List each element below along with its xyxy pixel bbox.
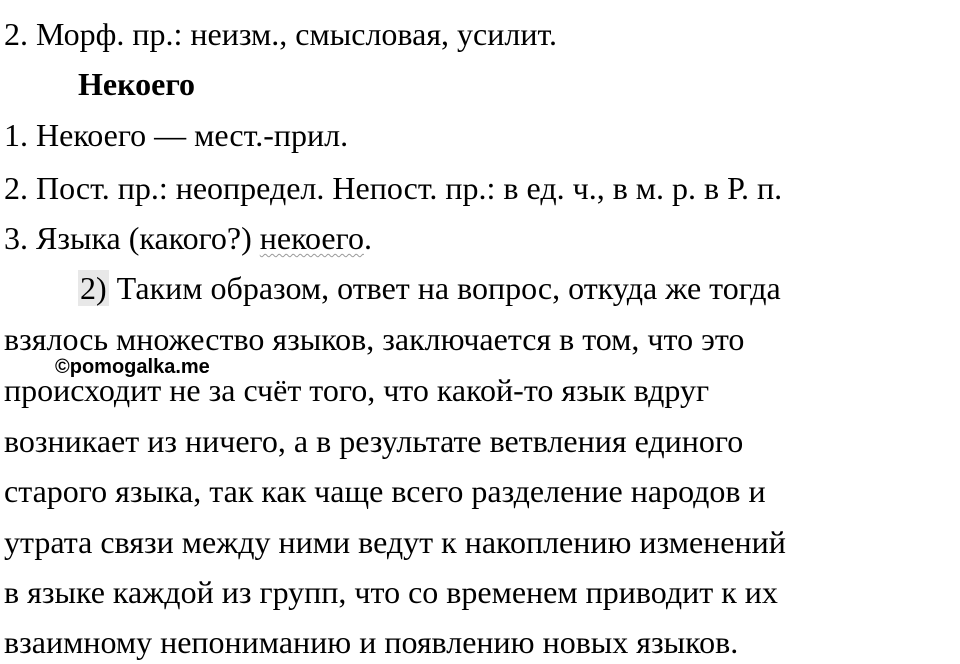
spellcheck-underlined-word: некоего [259, 220, 364, 256]
word-heading: Некоего [78, 66, 196, 102]
analysis-item-1: 1. Некоего — мест.-прил. [4, 117, 349, 153]
paragraph-line-7: в языке каждой из групп, что со временем приводит к их [4, 574, 778, 610]
analysis-item-3-prefix: 3. Языка (какого?) [4, 220, 260, 256]
paragraph-line-8: взаимному непониманию и появлению новых языков. [4, 624, 739, 660]
paragraph-line-3: происходит не за счёт того, что какой-то язык вдруг [4, 372, 710, 408]
analysis-item-3 [4, 218, 372, 258]
paragraph-line-1 [78, 268, 781, 308]
paragraph-line-5: старого языка, так как чаще всего разделение народов и [4, 473, 766, 509]
paragraph-line-1-text: Таким образом, ответ на вопрос, откуда же тогда [108, 270, 781, 306]
paragraph-line-2: взялось множество языков, заключается в том, что это [4, 321, 745, 357]
paragraph-line-4: возникает из ничего, а в результате ветвления единого [4, 423, 744, 459]
analysis-item-3-suffix: . [363, 220, 372, 256]
analysis-item-2: 2. Пост. пр.: неопредел. Непост. пр.: в ед. ч., в м. р. в Р. п. [4, 170, 783, 206]
paragraph-line-6: утрата связи между ними ведут к накоплению изменений [4, 524, 786, 560]
site-watermark: ©pomogalka.me [55, 356, 210, 378]
paragraph-marker: 2) [80, 270, 107, 306]
morph-features-line: 2. Морф. пр.: неизм., смысловая, усилит. [4, 16, 558, 52]
